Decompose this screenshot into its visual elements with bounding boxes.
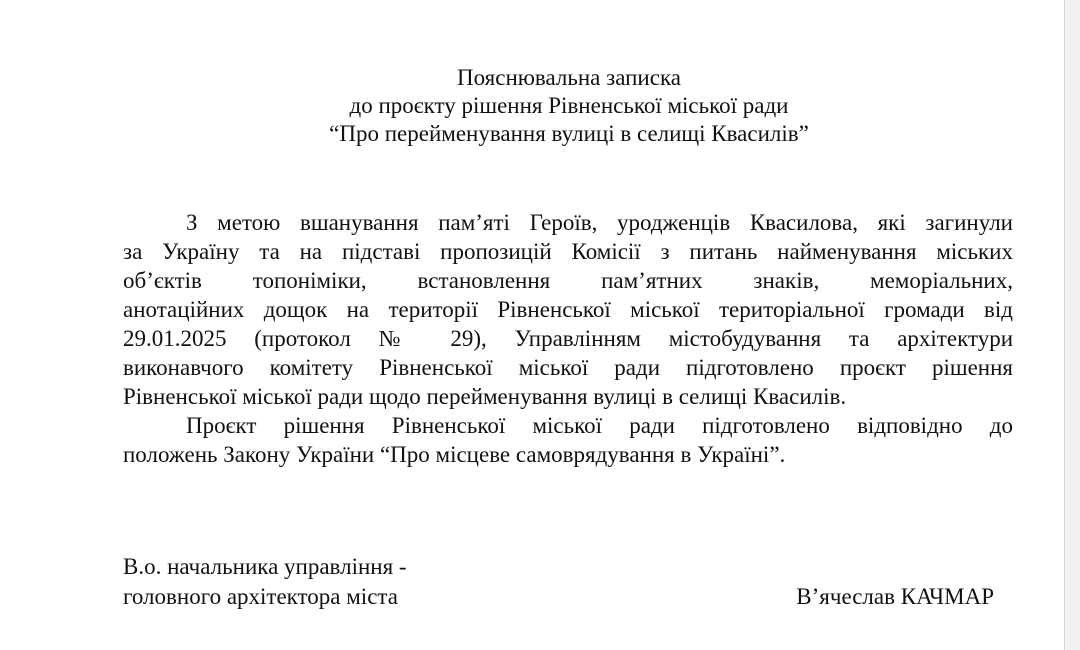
document-title: Пояснювальна записка: [456, 65, 681, 90]
signature-position: [123, 552, 407, 612]
paragraph-line: З метою вшанування пам’яті Героїв, уродженців Квасилова, які загинули: [186, 210, 1013, 235]
paragraph-line: анотаційних дощок на території Рівненської міської територіальної громади від: [123, 297, 1013, 322]
paragraph-line: Рівненської міської ради щодо перейменування вулиці в селищі Квасилів.: [123, 384, 847, 409]
paragraph-line: виконавчого комітету Рівненської міської ради підготовлено проєкт рішення: [123, 355, 1013, 380]
paragraph-line: об’єктів топоніміки, встановлення пам’ятних знаків, меморіальних,: [123, 268, 1013, 293]
paragraph-line: положень Закону України “Про місцеве самоврядування в Україні”.: [123, 442, 786, 467]
document-body: [123, 208, 1013, 469]
signature-position-line: В.о. начальника управління -: [123, 554, 407, 579]
paragraph-line: Проєкт рішення Рівненської міської ради підготовлено відповідно до: [186, 413, 1013, 438]
viewer-side-gutter: [1065, 0, 1080, 650]
signature-position-line: головного архітектора міста: [123, 584, 398, 609]
document-subtitle: до проєкту рішення Рівненської міської ради: [349, 93, 789, 118]
document-decision-title: “Про перейменування вулиці в селищі Квасилів”: [329, 121, 809, 146]
paragraph-line: за Україну та на підставі пропозицій Комісії з питань найменування міських: [123, 239, 1013, 264]
paragraph-line: 29.01.2025 (протокол № 29), Управлінням містобудування та архітектури: [123, 326, 1013, 351]
signature-name: В’ячеслав КАЧМАР: [796, 584, 994, 609]
